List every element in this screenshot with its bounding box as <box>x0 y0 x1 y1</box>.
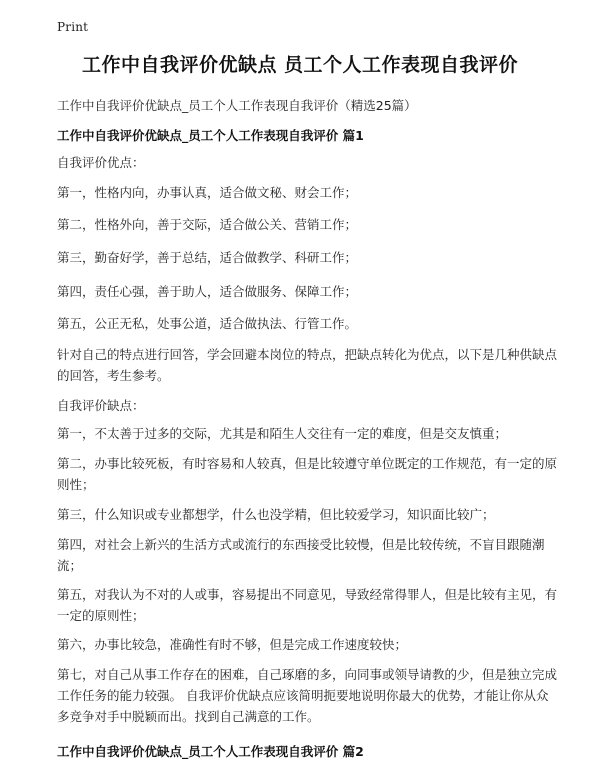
weakness-item: 第七，对自己从事工作存在的困难，自己琢磨的多，向同事或领导请教的少，但是独立完成工作任务的能力较强。 自我评价优缺点应该简明扼要地说明你最大的优势，才能让你从众多竞争对手中脱颖而出。找到自己满意的工作。 <box>57 667 558 724</box>
weakness-item: 第五，对我认为不对的人或事，容易提出不同意见，导致经常得罪人，但是比较有主见，有一定的原则性； <box>57 587 558 623</box>
strength-item: 第三，勤奋好学，善于总结，适合做教学、科研工作； <box>57 250 358 265</box>
weakness-item: 第三，什么知识或专业都想学，什么也没学精，但比较爱学习，知识面比较广； <box>57 507 495 522</box>
strength-item: 第二，性格外向，善于交际，适合做公关、营销工作； <box>57 217 358 232</box>
strengths-label: 自我评价优点： <box>57 155 145 170</box>
weakness-item: 第一，不太善于过多的交际，尤其是和陌生人交往有一定的难度，但是交友慎重； <box>57 426 508 441</box>
weaknesses-label: 自我评价缺点： <box>57 398 145 413</box>
section-heading-2: 工作中自我评价优缺点_员工个人工作表现自我评价 篇2 <box>57 744 364 759</box>
print-link[interactable]: Print <box>57 20 89 34</box>
weakness-item: 第四，对社会上新兴的生活方式或流行的东西接受比较慢，但是比较传统，不盲目跟随潮流； <box>57 537 545 573</box>
strength-item: 第一，性格内向，办事认真，适合做文秘、财会工作； <box>57 185 358 200</box>
weakness-item: 第二，办事比较死板，有时容易和人较真，但是比较遵守单位既定的工作规范，有一定的原则性； <box>57 456 558 492</box>
strength-item: 第五，公正无私，处事公道，适合做执法、行管工作。 <box>57 316 358 331</box>
strength-item: 第四，责任心强，善于助人，适合做服务、保障工作； <box>57 284 358 299</box>
weakness-item: 第六，办事比较急，准确性有时不够，但是完成工作速度较快； <box>57 637 408 652</box>
section-heading-1: 工作中自我评价优缺点_员工个人工作表现自我评价 篇1 <box>57 128 364 143</box>
page-subtitle: 工作中自我评价优缺点_员工个人工作表现自我评价（精选25篇） <box>57 98 417 113</box>
intro-paragraph: 针对自己的特点进行回答，学会回避本岗位的特点，把缺点转化为优点，以下是几种供缺点的回答，考生参考。 <box>57 347 558 383</box>
page-title: 工作中自我评价优缺点 员工个人工作表现自我评价 <box>81 54 519 76</box>
